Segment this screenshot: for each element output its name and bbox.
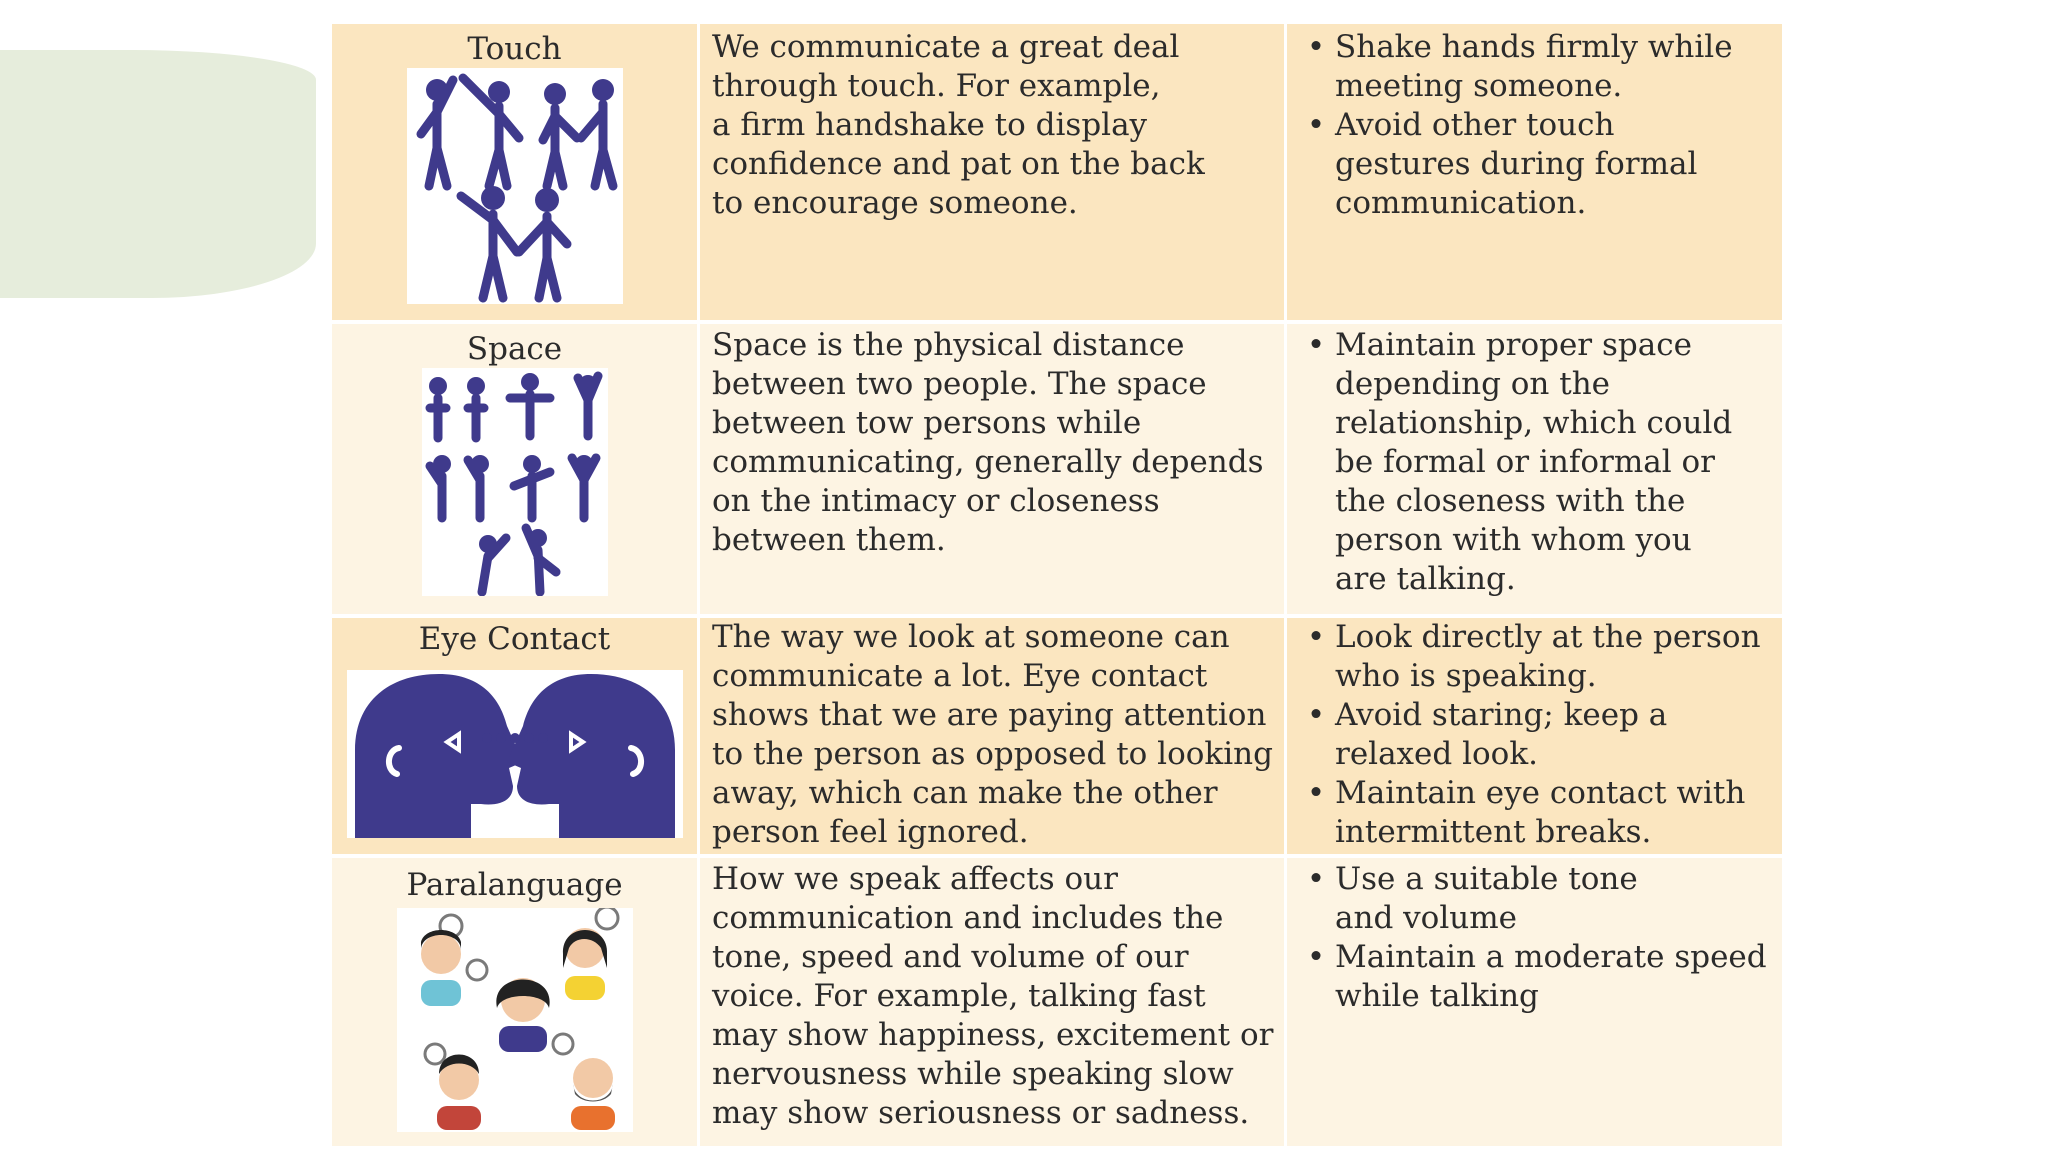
description-cell [700, 24, 1287, 320]
list-item: • Avoid other touch gestures during formal communication. [1297, 106, 1772, 223]
tips-cell [1287, 858, 1782, 1146]
people-spacing-icon [422, 368, 608, 596]
list-item: • Shake hands firmly while meeting someone. [1297, 28, 1772, 106]
bullet: • [1306, 939, 1326, 975]
label-cell [332, 324, 700, 614]
description-cell [700, 618, 1287, 854]
bullet: • [1306, 861, 1326, 897]
tips-cell [1287, 324, 1782, 614]
decorative-green-blob [0, 50, 316, 298]
label-cell [332, 858, 700, 1146]
bullet: • [1306, 775, 1326, 811]
row-label: Eye Contact [418, 621, 611, 657]
list-item: • Maintain a moderate speed while talking [1297, 938, 1772, 1016]
row-label: Paralanguage [406, 867, 623, 903]
label-cell [332, 618, 700, 854]
speaking-faces-icon [397, 908, 633, 1132]
label-cell [332, 24, 700, 320]
row-description: How we speak affects our communication and includes the tone, speed and volume of our voice. For example, talking fast may show happiness, excitement or nervousness while speaking slow may show seriousness or sadness. [712, 861, 1274, 1131]
tips-list [1297, 326, 1772, 599]
bullet: • [1306, 619, 1326, 655]
tips-list [1297, 860, 1772, 1016]
list-item: • Use a suitable tone and volume [1297, 860, 1772, 938]
list-item: • Maintain eye contact with intermittent breaks. [1297, 774, 1772, 852]
tips-list [1297, 28, 1772, 223]
row-description: We communicate a great deal through touch. For example, a firm handshake to display confidence and pat on the back to encourage someone. [712, 29, 1205, 221]
description-cell [700, 324, 1287, 614]
tips-cell [1287, 24, 1782, 320]
list-item: • Look directly at the person who is speaking. [1297, 618, 1772, 696]
row-description: The way we look at someone can communicate a lot. Eye contact shows that we are paying attention to the person as opposed to looking away, which can make the other person feel ignored. [712, 619, 1273, 850]
table-row-eye-contact [332, 618, 1782, 854]
bullet: • [1306, 29, 1326, 65]
two-heads-eye-contact-icon [347, 670, 683, 838]
row-label: Space [466, 331, 563, 367]
table-row-paralanguage [332, 858, 1782, 1146]
table-row-space [332, 324, 1782, 614]
list-item: • Maintain proper space depending on the relationship, which could be formal or informal or the closeness with the person with whom you are talking. [1297, 326, 1772, 599]
tips-cell [1287, 618, 1782, 854]
bullet: • [1306, 107, 1326, 143]
people-touching-icon [407, 68, 623, 304]
description-cell [700, 858, 1287, 1146]
nonverbal-communication-table [332, 24, 1782, 1146]
list-item: • Avoid staring; keep a relaxed look. [1297, 696, 1772, 774]
row-description: Space is the physical distance between two people. The space between tow persons while communicating, generally depends on the intimacy or closeness between them. [712, 327, 1264, 558]
table-row-touch [332, 24, 1782, 320]
row-label: Touch [467, 31, 562, 67]
tips-list [1297, 618, 1772, 852]
bullet: • [1306, 697, 1326, 733]
bullet: • [1306, 327, 1326, 363]
